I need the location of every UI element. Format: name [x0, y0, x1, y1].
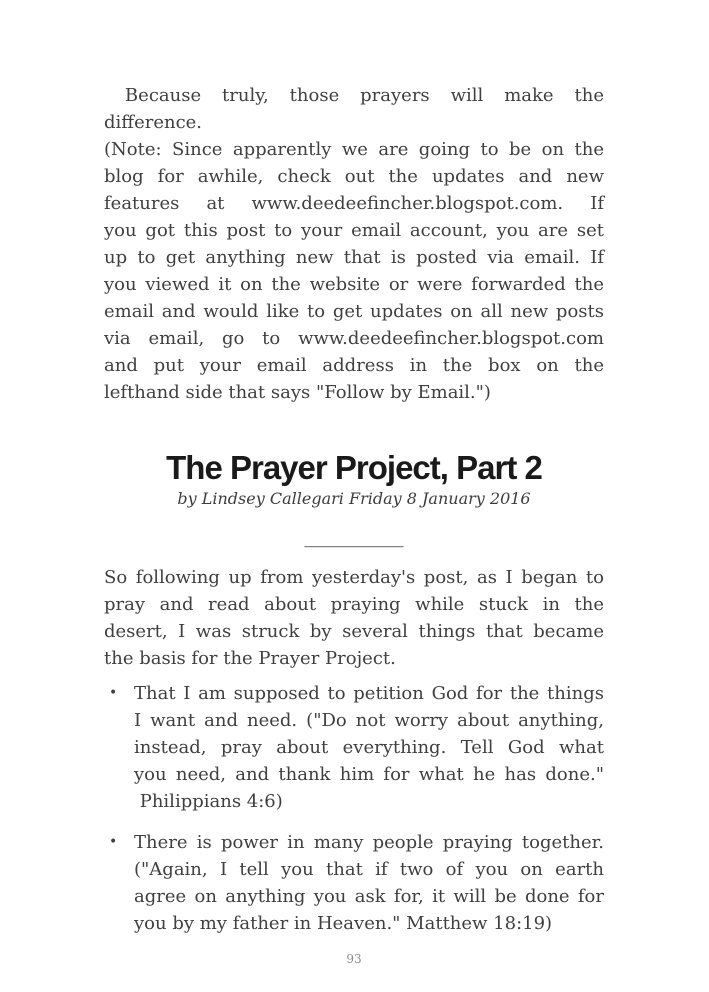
post-byline: by Lindsey Callegari Friday 8 January 2016: [177, 489, 531, 508]
text-line: and put your email address in the box on the: [104, 355, 604, 376]
text-line: the basis for the Prayer Project.: [104, 648, 396, 669]
paragraph-lead: [104, 82, 604, 136]
text-line: There is power in many people praying together.: [134, 832, 604, 853]
text-line: pray and read about praying while stuck in the: [104, 594, 604, 615]
list-item-text: [134, 680, 604, 815]
text-line: email and would like to get updates on all new posts: [104, 301, 604, 322]
text-line: agree on anything you ask for, it will be done for: [134, 886, 604, 907]
text-line: you need, and thank him for what he has done.": [134, 764, 604, 785]
text-line: you by my father in Heaven." Matthew 18:19): [134, 913, 553, 934]
list-item-praying-together: [104, 829, 604, 937]
text-line: (Note: Since apparently we are going to be on the: [104, 139, 604, 160]
text-line: I want and need. ("Do not worry about anything,: [134, 710, 604, 731]
text-line: you viewed it on the website or were forwarded the: [104, 274, 604, 295]
page-number: 93: [346, 952, 362, 966]
text-line: via email, go to www.deedeefincher.blogspot.com: [104, 328, 604, 349]
paragraph-intro: [104, 564, 604, 672]
bullet-list: [104, 680, 604, 937]
post-title: The Prayer Project, Part 2: [166, 449, 542, 486]
text-line: Because truly, those prayers will make the: [104, 85, 604, 106]
text-line: desert, I was struck by several things that became: [104, 621, 604, 642]
bullet-icon: •: [109, 685, 118, 701]
text-line: That I am supposed to petition God for the things: [134, 683, 604, 704]
text-line: blog for awhile, check out the updates and new: [104, 166, 604, 187]
text-line: up to get anything new that is posted via email. If: [104, 247, 604, 268]
paragraph-note: [104, 136, 604, 406]
post-body: [104, 564, 604, 937]
text-line: features at www.deedeefincher.blogspot.com. If: [104, 193, 604, 214]
top-section: [104, 82, 604, 406]
text-line: you got this post to your email account, you are set: [104, 220, 604, 241]
text-line: ("Again, I tell you that if two of you on earth: [134, 859, 604, 880]
bullet-icon: •: [109, 834, 118, 850]
text-line: lefthand side that says "Follow by Email."): [104, 382, 491, 403]
text-line: instead, pray about everything. Tell God what: [134, 737, 604, 758]
text-line: So following up from yesterday's post, as I began to: [104, 567, 604, 588]
text-line: Philippians 4:6): [134, 791, 283, 812]
section-divider: ___________: [304, 527, 404, 548]
list-item-petition: [104, 680, 604, 815]
list-item-text: [134, 829, 604, 937]
text-line: difference.: [104, 112, 203, 133]
